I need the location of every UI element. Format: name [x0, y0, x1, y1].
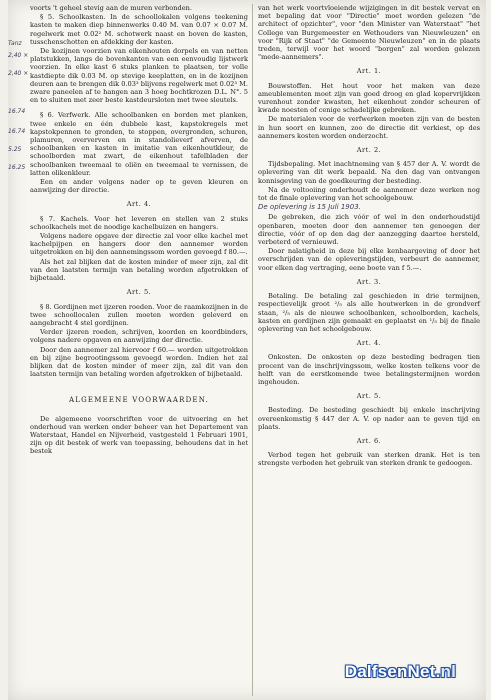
paragraph: Door nalatigheid in deze bij elke kenbaargeving of door het overschrijden van de opleveringstijden, verbeurt de aannemer, voor elken dag vertraging, eene boete van f 5.—. [258, 247, 480, 272]
margin-note: 5.25 [8, 146, 22, 153]
paragraph-betaling: Betaling. De betaling zal geschieden in drie termijnen, respectievelijk groot ²/₅ als alle houtwerken in de grondverf staan, ²/₅ als de nieuwe schoolbanken, schoolborden, kachels, kasten en gordijnen zijn gemaakt en geplaatst en ¹/₅ bij de finale oplevering van het schoolgebouw. [258, 292, 480, 333]
paragraph-besteding: Besteding. De besteding geschiedt bij enkele inschrijving overeenkomstig § 447 der A. V. op nader aan te geven tijd en plaats. [258, 406, 480, 431]
paragraph-onkosten: Onkosten. De onkosten op deze besteding bedragen tien procent van de inschrijvingssom, welke kosten telkens voor de helft van de eerstkomende twee betalingstermijnen worden ingehouden. [258, 353, 480, 386]
paragraph: Na de voltooiing onderhoudt de aannemer deze werken nog tot de finale oplevering van het schoolgebouw. [258, 185, 480, 203]
watermark-suffix: .nl [435, 662, 456, 681]
article-heading: Art. 6. [356, 436, 382, 445]
article-heading: Art. 1. [356, 67, 382, 76]
paragraph-schoolkasten: § 5. Schoolkasten. In de schoollokalen volgens teekening kasten te maken diep binnenwerks 0.40 M. van 0.07 × 0.07 M. regelwerk met 0.02² M. schotwerk naast en boven de kasten, tusschenschotten en afdekking der kasten. [30, 13, 248, 46]
paragraph: voorts 't geheel stevig aan de muren verbonden. [30, 4, 192, 12]
left-column [30, 4, 248, 457]
right-column [258, 4, 480, 469]
margin-note: 2,40 × [8, 52, 29, 59]
article-heading: Art. 2. [356, 146, 382, 155]
paragraph: Als het zal blijken dat de kosten minder of meer zijn, zal dit van den laatsten termijn van betaling worden afgetrokken of bijbetaald. [30, 257, 248, 283]
paragraph: van het werk voortvloeiende wijzigingen in dit bestek vervat en met bepaling dat voor "Directie" moet worden gelezen "de architect of opzichter", voor "den Minister van Waterstaat" "het College van Burgemeester en Wethouders van Nieuwleuzen" en voor "Rijk of Staat" "de Gemeente Nieuwleuzen" en in de plaats treden, terwijl voor het woord "borgen" zal worden gelezen "mede-aannemers". [258, 4, 480, 62]
margin-note: 2,40 × [8, 70, 29, 77]
paragraph: De kozijnen voorzien van eikenhouten dorpels en van netten platstukken, langs de bovenkanten van een eenvoudig lijstwerk voorzien. In elke kast 6 stuks planken te plaatsen, ter volle kastdiepte dik 0.03 M. op stevige keeplatten, en in de kozijnen deuren aan te brengen dik 0.03³ blijvens regelwerk met 0.02³ M. zware paneelen af te hangen aan 3 hoeg bochtkrozen D.L. N°. 5 en to sluiten met zeer beste kastdeursloten met twee sleutels. [30, 47, 248, 105]
article-heading: Art. 5. [356, 392, 382, 401]
paragraph: Door den aannemer zal hiervoor f 60.— worden uitgetrokken en bij zijne begrootingssom gevoegd worden. Indien het zal blijken dat de kosten minder of meer zijn, zal dit van den laatsten termijn van betaling worden afgetrokken of bijbetaald. [30, 345, 248, 379]
margin-note: Tanz [8, 40, 22, 47]
paragraph-kachels: § 7. Kachels. Voor het leveren en stellen van 2 stuks schoolkachels met de noodige kachelbuizen en hangers. [30, 214, 248, 231]
paragraph-tijdsbepaling: Tijdsbepaling. Met inachtneming van § 457 der A. V. wordt de oplevering van dit werk bepaald. Na den dag van ontvangen konnisgeving van de goedkeuring der besteding. [258, 160, 480, 185]
paragraph-verbod: Verbod tegen het gebruik van sterken drank. Het is ten strengste verboden het gebruik van sterken drank te gedoogen. [258, 451, 480, 468]
article-heading: Art. 3. [356, 277, 382, 286]
paragraph-gordijnen: § 8. Gordijnen met ijzeren roeden. Voor de raamkozijnen in de twee schoollocalen zullen moeten worden geleverd en aangebracht 4 stel gordijnen. [30, 302, 248, 327]
paragraph-bouwstoffen: Bouwstoffen. Het hout voor het maken van deze ameublementen moet zijn van goed droog en glad kopervrijkken vurenhout zonder kwasten, het eikenhout zonder scheuren of kwade noesten of cenige schadelijke gebreken. [258, 81, 480, 115]
paragraph: De gebreken, die zich vóór of wel in den onderhoudstijd openbaren, moeten door den aannemer ten genoegen der directie, vóór of op den dag der aanzegging daartoe hersteld, verbeterd of vernieuwd. [258, 213, 480, 247]
article-heading: Art. 5. [126, 288, 152, 297]
handwritten-date: De oplevering is 15 Juli 1903. [258, 203, 361, 212]
watermark-main: DalfsenNet [344, 662, 436, 681]
article-heading: Art. 4. [126, 200, 152, 209]
paragraph: Volgens nadere opgave der directie zal voor elke kachel met kachelpijpen en hangers door den aannemer worden uitgetrokken en bij den aannemingssom worden gevoegd f 80.—. [30, 232, 248, 257]
document-page [8, 0, 486, 700]
watermark-logo [345, 662, 456, 682]
paragraph: Verder ijzeren roeden, schrijven, koorden en koordbinders, volgens nadere opgaven en aanwijzing der directie. [30, 328, 248, 345]
margin-note: 16.74 [8, 108, 26, 115]
paragraph-verfwerk: § 6. Verfwerk. Alle schoolbanken en borden met planken, twee enkele en één dubbele kast, kapstokregels met kapstokpennen te gronden, te stoppen, overgronden, schuren, plamuren, oververven en in standolieverf afverven, de schoolbanken en kasten in imitatie van eikenhoutkleur, de schoolborden mat zwart, de eikenhout tafelbladen der schoolbanken tweemaal te oliën en tweemaal te vernissen, de latten olikenkleur. [30, 111, 248, 177]
margin-note: 16.25 [8, 164, 26, 171]
paragraph: Een en ander volgens nader op te geven kleuren en aanwijzing der directie. [30, 178, 248, 195]
column-divider [252, 4, 253, 696]
article-heading: Art. 4. [356, 339, 382, 348]
paragraph: De materialen voor de verfwerken moeten zijn van de besten in hun soort en kunnen, zoo de directie dit verkiest, op des aannemers kosten worden onderzocht. [258, 115, 480, 140]
margin-note: 16.74 [8, 128, 26, 135]
section-title: ALGEMEENE VOORWAARDEN. [68, 396, 210, 405]
paragraph: De algemeene voorschriften voor de uitvoering en het onderhoud van werken onder beheer van het Departement van Waterstaat, Handel en Nijverheid, vastgesteld 1 Februari 1901, zijn op dit bestek of werk van toepassing, behoudens dat in het bestek [30, 414, 248, 456]
